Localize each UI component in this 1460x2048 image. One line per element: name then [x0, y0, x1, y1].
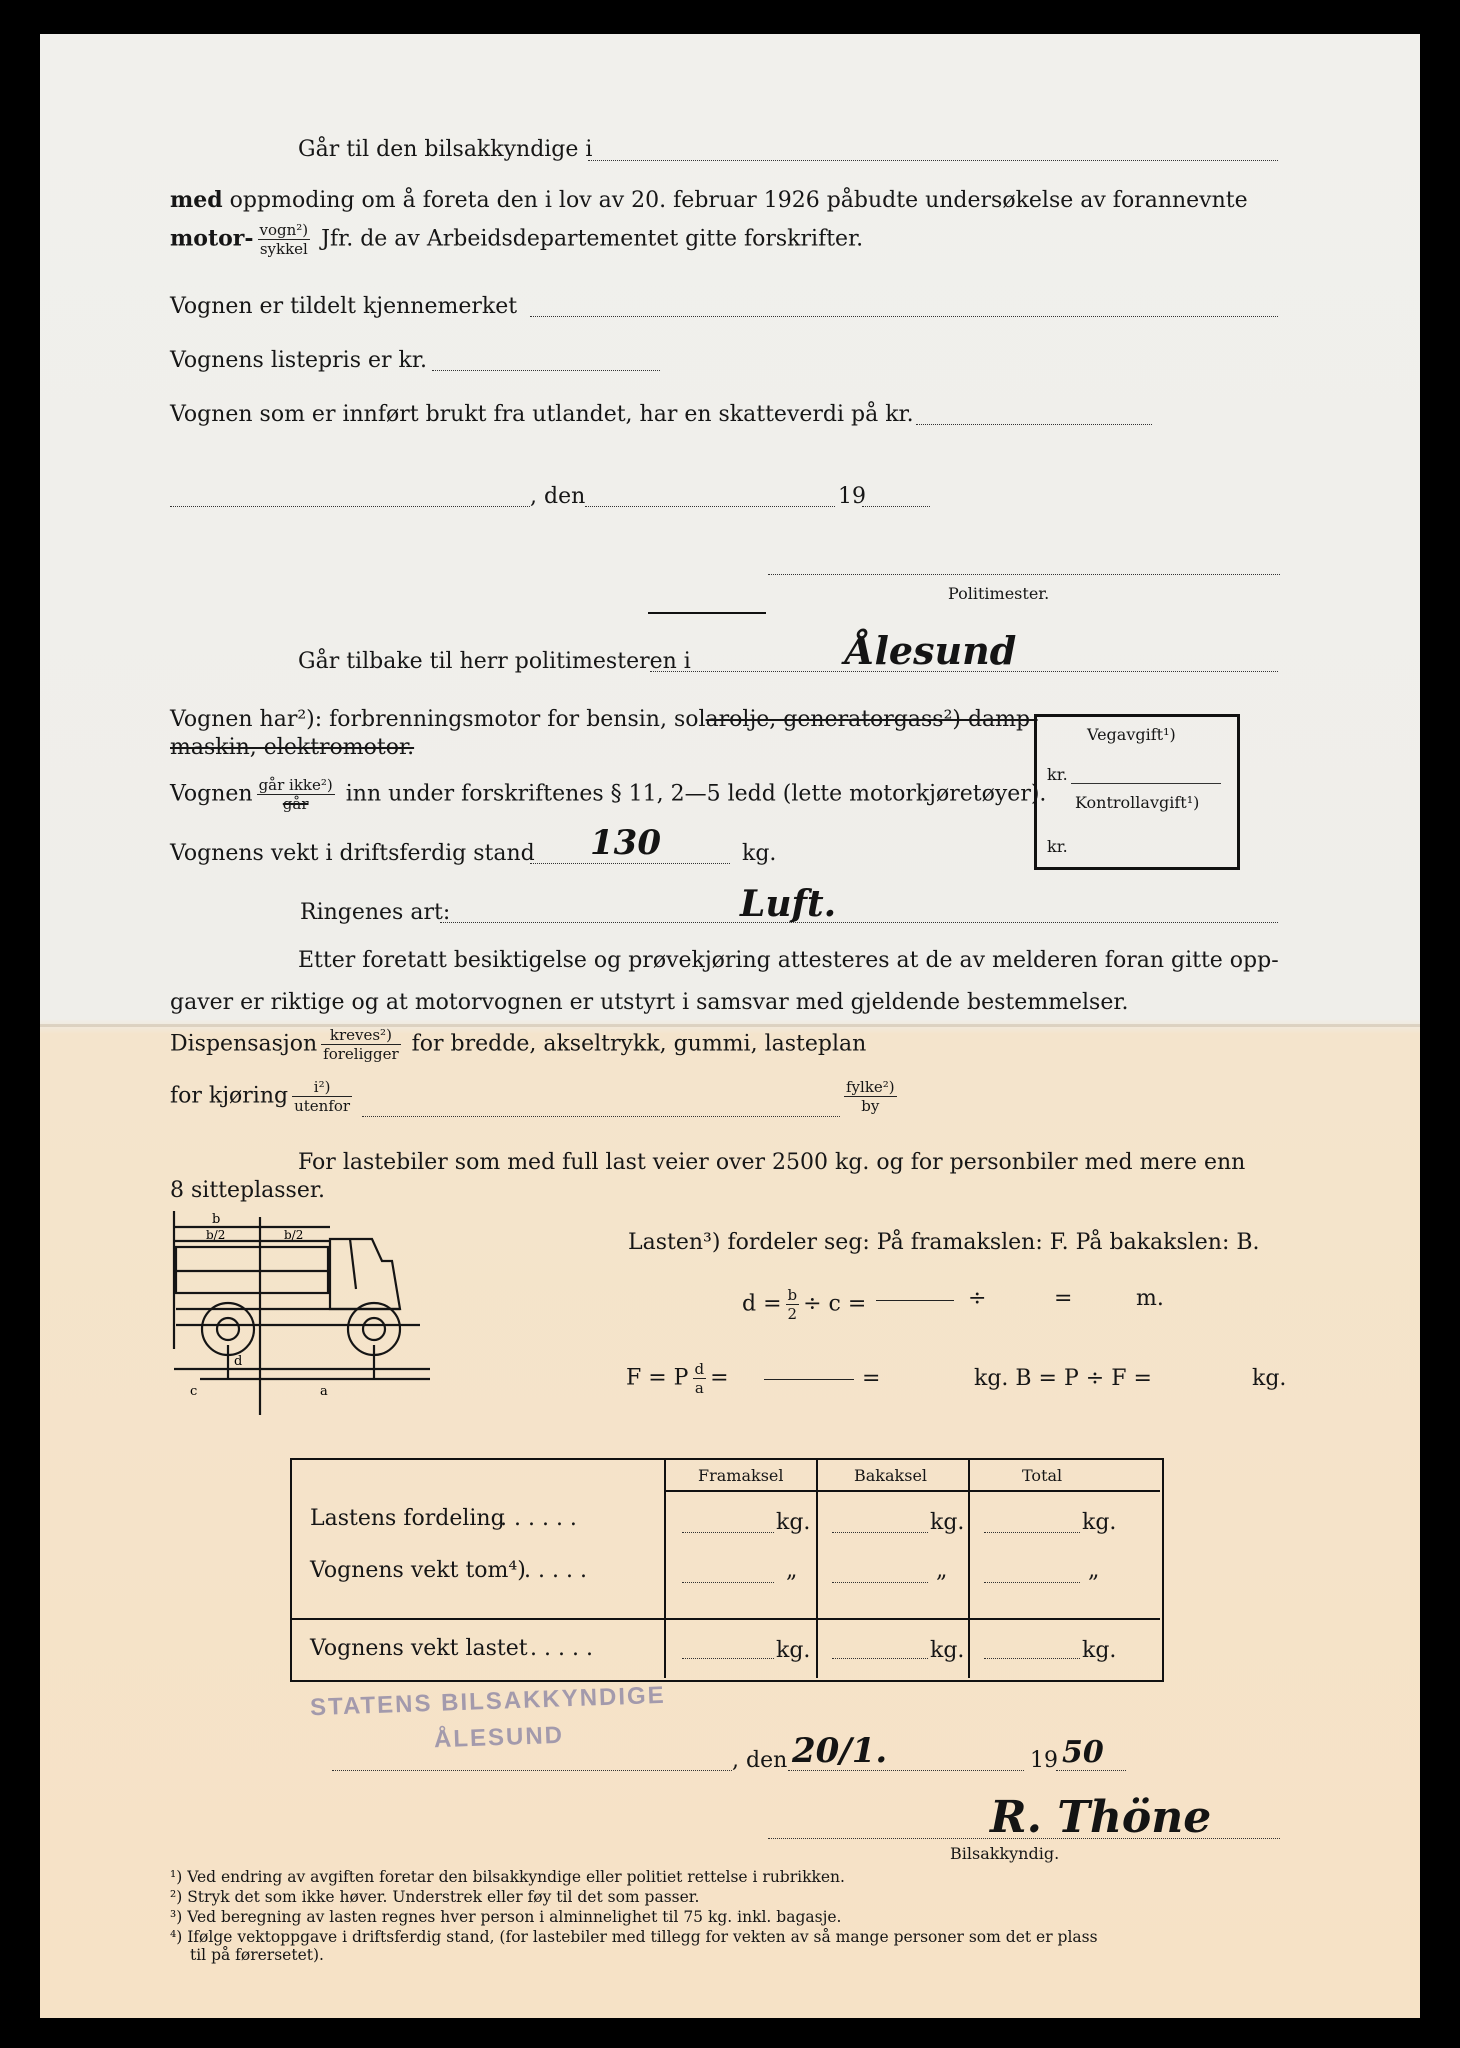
table-row-label: Lastens fordeling — [310, 1506, 505, 1531]
cell-r1-c3[interactable] — [984, 1532, 1080, 1533]
diagram-label-d: d — [234, 1354, 243, 1369]
truck-diagram — [160, 1199, 460, 1439]
fees-divider — [1071, 783, 1221, 784]
den-label-2: , den — [732, 1748, 788, 1773]
header-total: Total — [1022, 1466, 1063, 1485]
diagram-label-a: a — [320, 1384, 328, 1399]
field-politimester-signature[interactable] — [768, 574, 1280, 575]
year-label-1: 19 — [838, 484, 866, 509]
front-hub — [363, 1318, 385, 1340]
field-kjoring[interactable] — [362, 1116, 840, 1117]
field-signature-place[interactable] — [332, 1770, 732, 1771]
handwritten-place: Ålesund — [845, 628, 1017, 673]
vekt-unit: kg. — [742, 841, 777, 866]
den-label-1: , den — [530, 484, 586, 509]
table-col-divider-2 — [816, 1460, 818, 1678]
intro-line2-bold: med — [170, 187, 223, 213]
footnote-1: ¹) Ved endring av avgiften foretar den bilsakkyndige eller politiet rettelse i rubrikken. — [170, 1868, 845, 1886]
field-vekt[interactable] — [530, 863, 730, 864]
stamp-line2: ÅLESUND — [433, 1721, 565, 1754]
cell-r1-c2[interactable] — [832, 1532, 928, 1533]
bilsakkyndig-label: Bilsakkyndig. — [950, 1844, 1060, 1863]
load-table — [290, 1458, 1164, 1682]
table-col-divider-3 — [968, 1460, 970, 1678]
gar-fraction: $\frac{\text{går ikke²)}}{\text{går}}$ — [258, 776, 333, 813]
etter-line2: gaver er riktige og at motorvognen er utstyrt i samsvar med gjeldende bestemmelser. — [170, 990, 1129, 1015]
formula-d: d = $\frac{b}{2}$ ÷ c = — [742, 1286, 867, 1323]
politimester-label: Politimester. — [948, 584, 1050, 603]
rear-hub — [217, 1318, 239, 1340]
handwritten-ringenes: Luft. — [740, 883, 837, 925]
table-row-label: Vognens vekt tom⁴) — [310, 1558, 526, 1583]
table-row-dots: . . . . . . — [500, 1506, 577, 1531]
cell-r1-c2-unit: kg. — [930, 1510, 965, 1535]
cell-r2-c3[interactable] — [984, 1582, 1080, 1583]
diagram-label-b2-right: b/2 — [284, 1228, 304, 1242]
lasten-line: Lasten³) fordeler seg: På framakslen: F. På bakakslen: B. — [628, 1230, 1260, 1255]
handwritten-date: 20/1. — [792, 1731, 888, 1771]
formula-f: F = P $\frac{d}{a}$ = — [626, 1360, 729, 1397]
kr-label-2: kr. — [1047, 837, 1068, 856]
intro-line2 — [170, 189, 1248, 212]
gar-line: Vognen $\frac{\text{går ikke²)}}{\text{går}}$ inn under forskriftenes § 11, 2—5 ledd (lette motorkjøretøyer). — [170, 776, 1047, 813]
ringenes-label: Ringenes art: — [300, 900, 451, 925]
diagram-label-b: b — [212, 1212, 221, 1227]
formula-b-unit: kg. — [1252, 1366, 1287, 1391]
bleed-through — [1040, 229, 1052, 273]
field-place[interactable] — [170, 506, 530, 507]
footnote-3: ³) Ved beregning av lasten regnes hver person i alminnelighet til 75 kg. inkl. bagasje. — [170, 1908, 842, 1926]
intro-motor-line — [170, 221, 863, 258]
motor-prefix: motor- — [170, 225, 254, 252]
diagram-label-c: c — [190, 1384, 198, 1399]
footnote-2: ²) Stryk det som ikke høver. Understrek eller føy til det som passer. — [170, 1888, 700, 1906]
field-year-1[interactable] — [862, 506, 930, 507]
formula-f-eq2: = — [862, 1366, 881, 1391]
handwritten-year: 50 — [1062, 1735, 1104, 1770]
formula-f-fraction: $\frac{d}{a}$ — [694, 1360, 705, 1397]
kjoring-line: for kjøring $\frac{\text{i²)}}{\text{utenfor}}$ — [170, 1078, 351, 1115]
footnote-4: ⁴) Ifølge vektoppgave i driftsferdig stand, (for lastebiler med tillegg for vekten av så mange personer som det er plass — [170, 1928, 1098, 1946]
formula-d-blank-1 — [876, 1300, 954, 1301]
truck-cab — [330, 1239, 400, 1309]
motor-rest: Jfr. de av Arbeidsdepartementet gitte forskrifter. — [321, 226, 864, 252]
cell-r1-c1[interactable] — [682, 1532, 774, 1533]
cell-r2-c3-unit: „ — [1088, 1558, 1100, 1583]
formula-d-unit: m. — [1136, 1286, 1164, 1311]
motor-type-line2: maskin, elektromotor. — [170, 735, 415, 760]
cell-r3-c3-unit: kg. — [1082, 1638, 1117, 1663]
motor-fraction: $\frac{\text{vogn²)}}{\text{sykkel}}$ — [259, 221, 309, 258]
cell-r2-c1[interactable] — [682, 1582, 774, 1583]
cell-r2-c2[interactable] — [832, 1582, 928, 1583]
cell-r3-c1[interactable] — [682, 1658, 774, 1659]
kjennemerke-label: Vognen er tildelt kjennemerket — [170, 294, 518, 319]
formula-f-blank — [764, 1379, 854, 1380]
year-prefix-2: 19 — [1030, 1748, 1058, 1773]
formula-b: kg. B = P ÷ F = — [974, 1366, 1152, 1391]
header-bakaksel: Bakaksel — [854, 1466, 928, 1485]
kjoring-fraction: $\frac{\text{i²)}}{\text{utenfor}}$ — [294, 1078, 351, 1115]
vegavgift-label: Vegavgift¹) — [1087, 725, 1176, 744]
field-kjennemerke[interactable] — [530, 316, 1278, 317]
formula-d-div: ÷ — [968, 1286, 987, 1311]
document-page — [40, 34, 1420, 2018]
cell-r3-c2-unit: kg. — [930, 1638, 965, 1663]
listepris-label: Vognens listepris er kr. — [170, 348, 427, 373]
formula-d-eq: = — [1054, 1286, 1073, 1311]
lastebil-line2: 8 sitteplasser. — [170, 1178, 325, 1203]
fylke-fraction-wrap — [840, 1078, 901, 1115]
kr-label-1: kr. — [1047, 765, 1068, 784]
kontrollavgift-label: Kontrollavgift¹) — [1075, 793, 1200, 812]
lastebil-line1: For lastebiler som med full last veier over 2500 kg. og for personbiler med mere enn — [298, 1150, 1246, 1175]
table-row-dots: . . . . . — [530, 1636, 593, 1661]
handwritten-vekt: 130 — [590, 823, 661, 863]
fees-box — [1034, 714, 1240, 870]
motor-type-line1: Vognen har²): forbrenningsmotor for bensin, solarolje, generatorgass²) damp- — [170, 707, 1038, 732]
cell-r1-c1-unit: kg. — [776, 1510, 811, 1535]
diagram-label-b2-left: b/2 — [206, 1228, 226, 1242]
table-row-divider — [292, 1618, 1160, 1620]
field-date-1[interactable] — [585, 506, 835, 507]
cell-r1-c3-unit: kg. — [1082, 1510, 1117, 1535]
gar-tilbake-label: Går tilbake til herr politimesteren i — [298, 649, 691, 674]
intro-line2-text: oppmoding om å foreta den i lov av 20. februar 1926 påbudte undersøkelse av forannevnte — [229, 188, 1248, 213]
vekt-label: Vognens vekt i driftsferdig stand — [170, 841, 535, 866]
field-bilsakkyndige[interactable] — [588, 160, 1278, 161]
dispensasjon-line: Dispensasjon $\frac{\text{kreves²)}}{\text{foreligger}}$ for bredde, akseltrykk, gummi, lasteplan — [170, 1026, 867, 1063]
field-skatteverdi[interactable] — [916, 424, 1152, 425]
cell-r3-c2[interactable] — [832, 1658, 928, 1659]
handwritten-signature: R. Thöne — [990, 1792, 1212, 1843]
fylke-fraction: $\frac{\text{fylke²)}}{by}$ — [846, 1078, 895, 1115]
formula-d-fraction: $\frac{b}{2}$ — [787, 1286, 798, 1323]
section-divider — [648, 612, 766, 614]
table-col-divider-1 — [664, 1460, 666, 1678]
table-row-label: Vognens vekt lastet — [310, 1636, 528, 1661]
cell-r3-c3[interactable] — [984, 1658, 1080, 1659]
cell-r2-c2-unit: „ — [936, 1558, 948, 1583]
disp-fraction: $\frac{\text{kreves²)}}{\text{foreligger}}$ — [323, 1026, 399, 1063]
field-listepris[interactable] — [432, 370, 660, 371]
cell-r3-c1-unit: kg. — [776, 1638, 811, 1663]
stamp-line1: STATENS BILSAKKYNDIGE — [309, 1681, 667, 1722]
skatteverdi-label: Vognen som er innført brukt fra utlandet, har en skatteverdi på kr. — [170, 402, 914, 427]
field-signature-year[interactable] — [1056, 1770, 1126, 1771]
table-header-divider — [664, 1490, 1160, 1492]
table-row-dots: . . . . . — [524, 1558, 587, 1583]
cab-post — [350, 1239, 356, 1289]
cell-r2-c1-unit: „ — [786, 1558, 798, 1583]
field-ringenes[interactable] — [440, 922, 1278, 923]
intro-line1: Går til den bilsakkyndige i — [298, 137, 593, 162]
header-framaksel: Framaksel — [698, 1466, 784, 1485]
etter-line1: Etter foretatt besiktigelse og prøvekjøring attesteres at de av melderen foran gitte opp- — [298, 948, 1279, 973]
footnote-4-cont: til på førersetet). — [190, 1946, 324, 1964]
